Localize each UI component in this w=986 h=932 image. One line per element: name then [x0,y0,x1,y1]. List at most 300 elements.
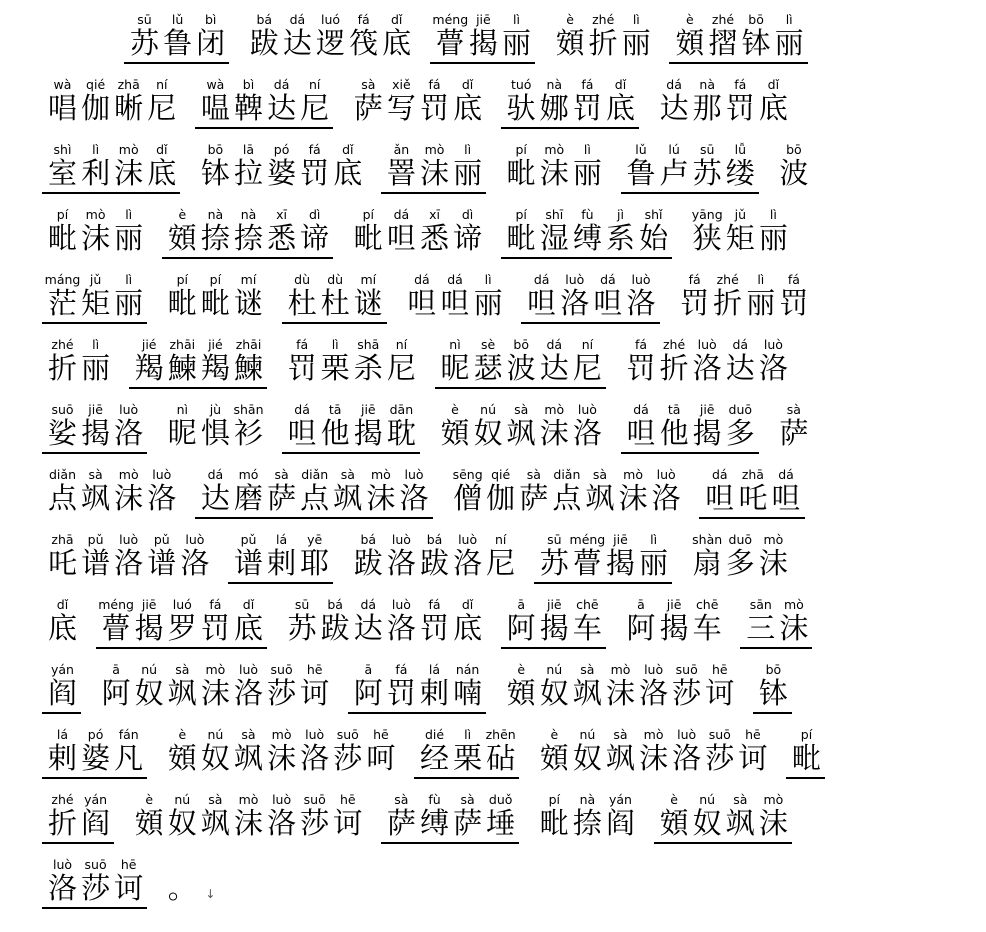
pinyin: pǔ [240,532,257,547]
pinyin: dá [778,467,794,482]
pinyin: è [550,727,559,742]
pinyin: sà [208,792,223,807]
hanzi: 达 [659,91,689,125]
word-underline [42,452,147,454]
hanzi: 钵 [200,156,230,190]
hanzi: 毗 [506,156,536,190]
pinyin: zhé [716,272,739,287]
hanzi: 呾 [386,221,416,255]
hanzi: 鲁 [626,156,656,190]
pinyin: sà [526,467,541,482]
hanzi: 逻 [315,26,345,60]
pinyin: jiē [141,597,157,612]
pinyin: ǎn [393,142,410,157]
hanzi: 僧 [453,481,483,515]
pinyin: nà [546,77,563,92]
hanzi: 沫 [605,676,635,710]
pinyin: ní [494,532,507,547]
pinyin: è [670,792,678,807]
text-line [0,338,986,403]
hanzi: 多 [725,416,755,450]
pinyin: dá [414,272,430,287]
hanzi: 拉 [233,156,263,190]
pinyin: suō [708,727,731,742]
pinyin: nú [699,792,716,807]
hanzi: 底 [453,91,483,125]
word-underline [430,62,535,64]
hanzi: 茫 [47,286,77,320]
pinyin: pí [800,727,813,742]
hanzi: 沫 [267,741,297,775]
hanzi: 洛 [639,676,669,710]
hanzi: 摺 [708,26,738,60]
hanzi: 沫 [639,741,669,775]
pinyin: dǐ [242,597,255,612]
hanzi: 沫 [114,481,144,515]
pinyin: lì [92,142,100,157]
hanzi: 尼 [386,351,416,385]
pinyin: duǒ [488,792,513,807]
pinyin: luò [119,532,139,547]
hanzi: 羯 [134,351,164,385]
hanzi: 尼 [572,351,602,385]
word-underline [42,322,147,324]
hanzi: 丽 [639,546,669,580]
hanzi: 丽 [114,221,144,255]
hanzi: 跋 [353,546,383,580]
hanzi: 沫 [233,806,263,840]
pinyin: mò [544,142,565,157]
word-underline [501,127,639,129]
hanzi: 系 [605,221,635,255]
hanzi: 丽 [473,286,503,320]
hanzi: 诃 [300,676,330,710]
hanzi: 阿 [101,676,131,710]
hanzi: 沫 [779,611,809,645]
hanzi: 湿 [539,221,569,255]
hanzi: 洛 [399,481,429,515]
pinyin: dì [461,207,474,222]
hanzi: 杜 [320,286,350,320]
word-underline [42,712,81,714]
hanzi: 洛 [267,806,297,840]
word-underline [621,452,759,454]
hanzi: 莎 [300,806,330,840]
word-underline [501,647,606,649]
hanzi: 折 [588,26,618,60]
pinyin: fá [428,597,441,612]
hanzi: 缚 [419,806,449,840]
hanzi: 闭 [196,26,226,60]
hanzi: 三 [746,611,776,645]
pinyin: zhā [741,467,764,482]
pinyin: lǚ [734,142,746,157]
pinyin: è [517,662,526,677]
pinyin: sà [613,727,628,742]
pinyin: lì [464,727,472,742]
pinyin: yán [84,792,108,807]
pinyin: dá [294,402,310,417]
pinyin: sà [786,402,801,417]
hanzi: 扇 [692,546,722,580]
hanzi: 晰 [114,91,144,125]
pinyin: shàn [692,532,723,547]
hanzi: 丽 [81,351,111,385]
pinyin: jǔ [89,272,102,287]
hanzi: 缕 [725,156,755,190]
hanzi: 鞞 [233,91,263,125]
hanzi: 呾 [440,286,470,320]
word-underline [42,842,114,844]
pinyin: sè [480,337,496,352]
hanzi: 飒 [200,806,230,840]
hanzi: 飒 [506,416,536,450]
hanzi: 车 [692,611,722,645]
pinyin: mò [205,662,226,677]
pinyin: bō [513,337,529,352]
hanzi: 砧 [486,741,516,775]
pinyin: luò [391,532,411,547]
hanzi: 丽 [746,286,776,320]
pinyin: dá [546,337,563,352]
pinyin: pí [176,272,188,287]
hanzi: 底 [333,156,363,190]
pinyin: zhé [711,12,735,27]
pinyin: bì [242,77,255,92]
hanzi: 洛 [114,546,144,580]
hanzi: 毗 [791,741,821,775]
hanzi: 凡 [114,741,144,775]
hanzi: 罯 [386,156,416,190]
pinyin: sà [241,727,256,742]
hanzi: 悉 [267,221,297,255]
pinyin: chē [576,597,599,612]
hanzi: 呾 [407,286,437,320]
pinyin: lì [757,272,765,287]
hanzi: 洛 [672,741,702,775]
hanzi: 揭 [468,26,498,60]
hanzi: 萨 [353,91,383,125]
word-underline [669,62,807,64]
pinyin: sà [88,467,103,482]
pinyin: ní [156,77,168,92]
pinyin: mò [783,597,804,612]
hanzi: 底 [453,611,483,645]
pinyin: jiē [699,402,715,417]
pinyin: nú [207,727,224,742]
hanzi: 揭 [659,611,689,645]
pinyin: pí [209,272,222,287]
hanzi: 喃 [453,676,483,710]
hanzi: 跋 [249,26,279,60]
hanzi: 谜 [353,286,383,320]
pinyin: lú [668,142,680,157]
pinyin: luò [697,337,717,352]
hanzi: 揭 [353,416,383,450]
hanzi: 钵 [758,676,788,710]
pinyin: tuó [510,77,532,92]
pinyin: lì [650,532,658,547]
hanzi: 吒 [738,481,768,515]
hanzi: 丽 [621,26,651,60]
pinyin: suō [303,792,326,807]
paragraph-mark-icon: ↓ [205,887,216,901]
hanzi: 飒 [81,481,111,515]
pinyin: ā [364,662,373,677]
pinyin: zhā [117,77,140,92]
word-underline [501,257,673,259]
pinyin: bá [256,12,273,27]
hanzi: 谜 [233,286,263,320]
word-underline [753,712,792,714]
hanzi: 罚 [386,676,416,710]
pinyin: luò [677,727,697,742]
pinyin: suō [336,727,359,742]
hanzi: 嗢 [200,91,230,125]
pinyin: chē [695,597,719,612]
pinyin: lì [125,272,133,287]
pinyin: duō [728,402,753,417]
pinyin: lì [785,12,793,27]
hanzi: 达 [200,481,230,515]
pinyin: mí [360,272,377,287]
hanzi: 跋 [320,611,350,645]
hanzi: 頞 [506,676,536,710]
hanzi: 頞 [675,26,705,60]
hanzi: 罚 [200,611,230,645]
hanzi: 栗 [320,351,350,385]
pinyin: qié [491,467,511,482]
hanzi: 耽 [386,416,416,450]
hanzi: 洛 [626,286,656,320]
pinyin: méng [98,597,134,612]
hanzi: 苏 [692,156,722,190]
hanzi: 始 [639,221,669,255]
hanzi: 伽 [81,91,111,125]
pinyin: jiē [613,532,628,547]
pinyin: pó [273,142,290,157]
pinyin: jiē [666,597,682,612]
hanzi: 苏 [539,546,569,580]
pinyin: máng [44,272,81,287]
hanzi: 经 [419,741,449,775]
pinyin: lá [276,532,288,547]
pinyin: sà [175,662,190,677]
text-line [0,793,986,858]
hanzi: 尼 [147,91,177,125]
pinyin: dá [207,467,224,482]
hanzi: 写 [386,91,416,125]
pinyin: luò [185,532,205,547]
pinyin: lì [769,207,777,222]
pinyin: bá [360,532,377,547]
hanzi: 罚 [419,91,449,125]
hanzi: 頞 [659,806,689,840]
pinyin: shā [357,337,380,352]
hanzi: 娑 [47,416,77,450]
pinyin: zhé [592,12,615,27]
hanzi: 达 [282,26,312,60]
hanzi: 吒 [47,546,77,580]
text-line [0,403,986,468]
pinyin: sà [592,467,608,482]
hanzi: 底 [147,156,177,190]
pinyin: lá [428,662,441,677]
pinyin: shān [233,402,264,417]
hanzi: 洛 [572,416,602,450]
pinyin: nú [480,402,497,417]
hanzi: 。 [167,871,197,905]
word-underline [699,517,804,519]
pinyin: sū [699,142,715,157]
hanzi: 谱 [81,546,111,580]
hanzi: 利 [81,156,111,190]
pinyin: fá [581,77,594,92]
pinyin: sà [274,467,289,482]
pinyin: pǔ [87,532,104,547]
pinyin: nà [579,792,596,807]
hanzi: 苏 [129,26,159,60]
pinyin: dá [273,77,290,92]
hanzi: 萨 [386,806,416,840]
pinyin: qié [86,77,106,92]
pinyin: hē [711,662,728,677]
pinyin: hē [373,727,389,742]
hanzi: 鰊 [167,351,197,385]
hanzi: 跋 [419,546,449,580]
hanzi: 奴 [200,741,230,775]
hanzi: 罚 [680,286,710,320]
hanzi: 洛 [560,286,590,320]
pinyin: fán [118,727,139,742]
pinyin: ā [112,662,120,677]
pinyin: ní [581,337,594,352]
pinyin: fá [209,597,222,612]
hanzi: 婆 [267,156,297,190]
hanzi: 他 [659,416,689,450]
hanzi: 钵 [741,26,771,60]
hanzi: 罚 [287,351,317,385]
hanzi: 矩 [81,286,111,320]
pinyin: luò [152,467,172,482]
hanzi: 飒 [167,676,197,710]
pinyin: mò [85,207,106,222]
pinyin: tā [328,402,342,417]
pinyin: hē [120,857,137,872]
pinyin: è [566,12,574,27]
hanzi: 頞 [167,221,197,255]
hanzi: 室 [47,156,77,190]
pinyin: luò [656,467,676,482]
pinyin: shǐ [644,207,663,222]
pinyin: ní [395,337,408,352]
pinyin: sū [137,12,152,27]
pinyin: fù [581,207,594,222]
pinyin: zhé [663,337,686,352]
hanzi: 达 [353,611,383,645]
pinyin: jiē [360,402,376,417]
hanzi: 惧 [200,416,230,450]
hanzi: 沫 [618,481,648,515]
hanzi: 鰊 [233,351,263,385]
hanzi: 飒 [605,741,635,775]
hanzi: 诃 [114,871,144,905]
hanzi: 萨 [267,481,297,515]
hanzi: 折 [713,286,743,320]
hanzi: 呾 [705,481,735,515]
hanzi: 洛 [114,416,144,450]
pinyin: lì [632,12,640,27]
hanzi: 杜 [287,286,317,320]
hanzi: 波 [779,156,809,190]
pinyin: luó [172,597,192,612]
hanzi: 莎 [333,741,363,775]
pinyin: è [145,792,154,807]
word-underline [195,127,333,129]
pinyin: fá [634,337,648,352]
hanzi: 洛 [147,481,177,515]
hanzi: 洛 [300,741,330,775]
pinyin: méng [569,532,606,547]
hanzi: 奴 [572,741,602,775]
pinyin: mí [240,272,257,287]
pinyin: è [451,402,459,417]
text-line [0,858,986,923]
hanzi: 悉 [419,221,449,255]
pinyin: xiě [392,77,411,92]
pinyin: bō [765,662,782,677]
hanzi: 折 [47,806,77,840]
pinyin: dá [633,402,649,417]
hanzi: 丽 [572,156,602,190]
pinyin: dān [389,402,414,417]
hanzi: 达 [725,351,755,385]
hanzi: 揭 [605,546,635,580]
pinyin: dì [308,207,321,222]
hanzi: 矩 [725,221,755,255]
pinyin: mò [271,727,292,742]
hanzi: 罚 [300,156,330,190]
pinyin: dá [393,207,410,222]
hanzi: 呾 [593,286,623,320]
pinyin: yán [51,662,74,677]
hanzi: 呾 [287,416,317,450]
pinyin: è [686,12,694,27]
text-line [0,208,986,273]
hanzi: 昵 [440,351,470,385]
pinyin: suō [270,662,293,677]
pinyin: mò [118,142,139,157]
hanzi: 点 [300,481,330,515]
pinyin: nà [240,207,257,222]
pinyin: luò [238,662,259,677]
pinyin: bō [786,142,802,157]
pinyin: ā [517,597,526,612]
hanzi: 莎 [705,741,735,775]
pinyin: lá [56,727,69,742]
hanzi: 底 [382,26,412,60]
pinyin: suō [51,402,74,417]
text-line [0,598,986,663]
hanzi: 昵 [167,416,197,450]
hanzi: 毗 [506,221,536,255]
hanzi: 多 [725,546,755,580]
word-underline [435,387,607,389]
pinyin: lì [484,272,492,287]
pinyin: jì [617,207,624,222]
word-underline [282,322,387,324]
pinyin: sū [294,597,310,612]
